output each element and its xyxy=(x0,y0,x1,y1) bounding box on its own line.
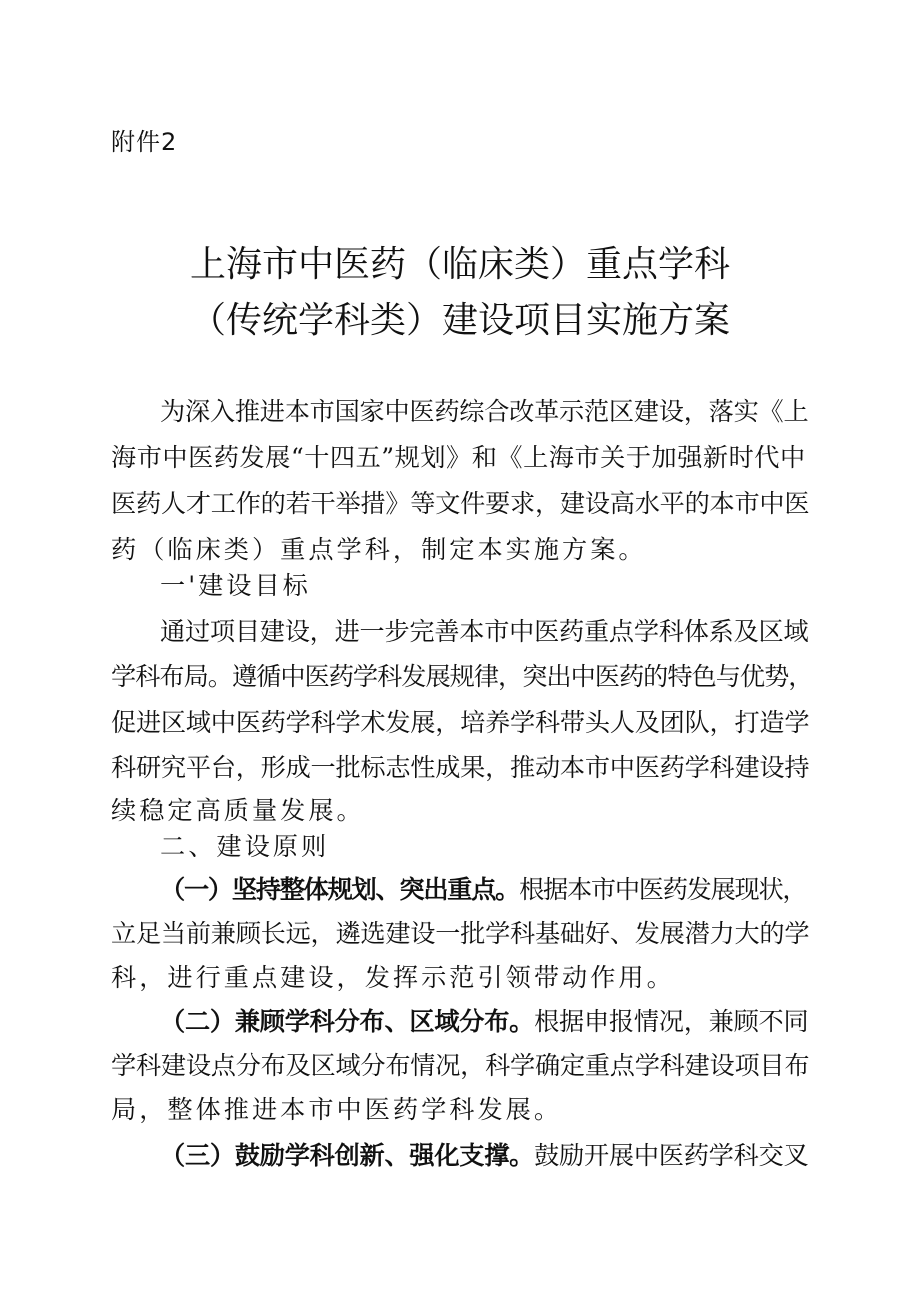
principle-2-title: （二）兼顾学科分布、区域分布。 xyxy=(160,1007,535,1036)
document-title-line-1: 上海市中医药（临床类）重点学科 xyxy=(189,244,730,285)
intro-line-4: 药（临床类）重点学科，制定本实施方案。 xyxy=(111,535,647,564)
section-1-line-2: 学科布局。遵循中医药学科发展规律，突出中医药的特色与优势， xyxy=(111,662,813,691)
principle-3-title: （三）鼓励学科创新、强化支撑。 xyxy=(160,1141,535,1170)
principle-1-line-2: 立足当前兼顾长远，遴选建设一批学科基础好、发展潜力大的学 xyxy=(111,919,810,948)
section-1-line-5: 续稳定高质量发展。 xyxy=(111,796,365,825)
principle-2-line-2: 学科建设点分布及区域分布情况，科学确定重点学科建设项目布 xyxy=(111,1051,810,1080)
intro-line-2: 海市中医药发展“十四五”规划》和《上海市关于加强新时代中 xyxy=(111,443,806,472)
intro-line-3: 医药人才工作的若干举措》等文件要求，建设高水平的本市中医 xyxy=(111,489,810,518)
section-1-line-1: 通过项目建设，进一步完善本市中医药重点学科体系及区域 xyxy=(160,617,809,646)
attachment-label: 附件2 xyxy=(111,128,178,156)
principle-2-text: 根据申报情况，兼顾不同 xyxy=(534,1007,809,1036)
principle-2-line-3: 局，整体推进本市中医药学科发展。 xyxy=(111,1095,562,1124)
section-1-line-3: 促进区域中医药学科学术发展，培养学科带头人及团队，打造学 xyxy=(111,708,810,737)
section-2-heading: 二、建设原则 xyxy=(160,832,330,861)
principle-2-line-1 xyxy=(160,1002,808,1042)
section-1-line-4: 科研究平台，形成一批标志性成果，推动本市中医药学科建设持 xyxy=(111,753,810,782)
principle-1-text: 根据本市中医药发展现状， xyxy=(519,875,807,904)
principle-1-title: （一）坚持整体规划、突出重点。 xyxy=(160,875,520,904)
principle-3-line-1 xyxy=(160,1136,808,1176)
principle-1-line-3: 科，进行重点建设，发挥示范引领带动作用。 xyxy=(111,963,675,992)
document-title-line-2: （传统学科类）建设项目实施方案 xyxy=(189,300,730,341)
intro-line-1: 为深入推进本市国家中医药综合改革示范区建设，落实《上 xyxy=(160,397,809,426)
principle-3-text: 鼓励开展中医药学科交叉 xyxy=(534,1141,809,1170)
principle-1-line-1 xyxy=(160,870,806,910)
section-1-heading: 一'建设目标 xyxy=(160,571,311,600)
